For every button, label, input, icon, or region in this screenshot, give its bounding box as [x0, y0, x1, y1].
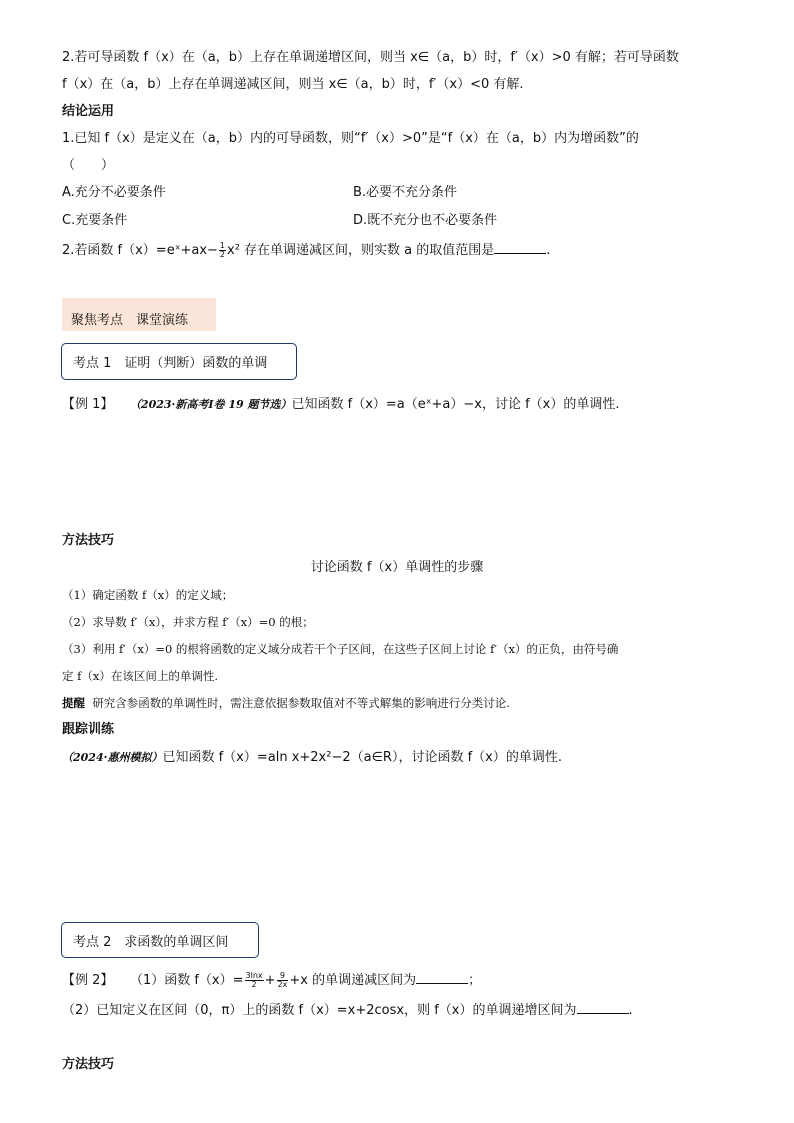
section-heading: 结论运用 — [62, 104, 115, 119]
example-2-part-2 — [62, 1001, 633, 1020]
semicolon: ； — [468, 973, 482, 988]
q2-pre: 2.若函数 f（x）=eˣ+ax− — [62, 243, 218, 258]
fraction — [277, 972, 289, 989]
tip-text: 研究含参函数的单调性时，需注意依据参数取值对不等式解集的影响进行分类讨论. — [92, 696, 510, 710]
example-2-part-1 — [62, 971, 481, 990]
fraction — [219, 242, 226, 259]
answer-paren: （ ） — [62, 158, 115, 173]
denominator: 2x — [277, 980, 288, 989]
plus-sign: + — [264, 973, 276, 988]
step-3-cont: 定 f（x）在该区间上的单调性. — [62, 669, 219, 683]
answer-blank[interactable] — [577, 1001, 629, 1014]
method-heading-2: 方法技巧 — [62, 1057, 115, 1072]
method-heading: 方法技巧 — [62, 533, 115, 548]
answer-blank[interactable] — [494, 241, 546, 254]
question-1: 1.已知 f（x）是定义在（a，b）内的可导函数，则“f′（x）>0”是“f（x）在（a，b）内为增函数”的 — [62, 131, 639, 146]
answer-blank[interactable] — [416, 971, 468, 984]
denominator: 2 — [251, 980, 257, 989]
text-line: f（x）在（a，b）上存在单调递减区间，则当 x∈（a，b）时，f′（x）<0 有解. — [62, 77, 524, 92]
tip-label: 提醒 — [62, 696, 85, 710]
section-banner — [62, 298, 216, 331]
p1-pre: （1）函数 f（x）= — [129, 973, 244, 988]
track-text: 已知函数 f（x）=aln x+2x²−2（a∈R），讨论函数 f（x）的单调性. — [162, 750, 562, 765]
option-a: A.充分不必要条件 — [62, 185, 166, 200]
track-heading: 跟踪训练 — [62, 722, 115, 737]
step-3: （3）利用 f′（x）=0 的根将函数的定义域分成若干个子区间，在这些子区间上讨论 f′（x）的正负，由符号确 — [62, 642, 619, 656]
topic-box-2 — [61, 922, 259, 958]
step-2: （2）求导数 f′（x），并求方程 f′（x）=0 的根； — [62, 615, 314, 629]
banner-label: 聚焦考点 课堂演练 — [71, 313, 189, 328]
p1-post: +x 的单调递减区间为 — [289, 973, 417, 988]
example-tag: 【例 2】 — [62, 973, 114, 988]
example-source: （2023·新高考Ⅰ卷 19 题节选） — [129, 398, 292, 411]
track-source: （2024·惠州模拟） — [62, 751, 163, 764]
topic-box-1 — [61, 343, 297, 380]
q2-post: x² 存在单调递减区间，则实数 a 的取值范围是 — [227, 243, 495, 258]
topic-title: 考点 2 求函数的单调区间 — [73, 935, 229, 950]
example-tag: 【例 1】 — [62, 397, 114, 412]
method-title: 讨论函数 f（x）单调性的步骤 — [310, 560, 484, 575]
topic-title: 考点 1 证明（判断）函数的单调 — [73, 356, 268, 371]
tip — [62, 694, 510, 712]
option-c: C.充要条件 — [62, 213, 128, 228]
question-2 — [62, 241, 550, 260]
fraction — [245, 972, 264, 989]
numerator: 1 — [219, 241, 226, 250]
numerator: 9 — [277, 972, 289, 981]
p2-text: （2）已知定义在区间（0，π）上的函数 f（x）=x+2cosx，则 f（x）的单调递增区间为 — [62, 1003, 577, 1018]
example-1 — [62, 396, 620, 414]
text-line: 2.若可导函数 f（x）在（a，b）上存在单调递增区间，则当 x∈（a，b）时，f′（x）>0 有解；若可导函数 — [62, 50, 679, 65]
example-text: 已知函数 f（x）=a（eˣ+a）−x，讨论 f（x）的单调性. — [291, 397, 620, 412]
step-1: （1）确定函数 f（x）的定义域； — [62, 588, 234, 602]
numerator: 3lnx — [245, 971, 263, 980]
track-question — [62, 749, 562, 767]
period: . — [546, 243, 551, 258]
denominator: 2 — [219, 250, 226, 259]
option-d: D.既不充分也不必要条件 — [353, 213, 498, 228]
period: . — [628, 1003, 633, 1018]
option-b: B.必要不充分条件 — [353, 185, 458, 200]
